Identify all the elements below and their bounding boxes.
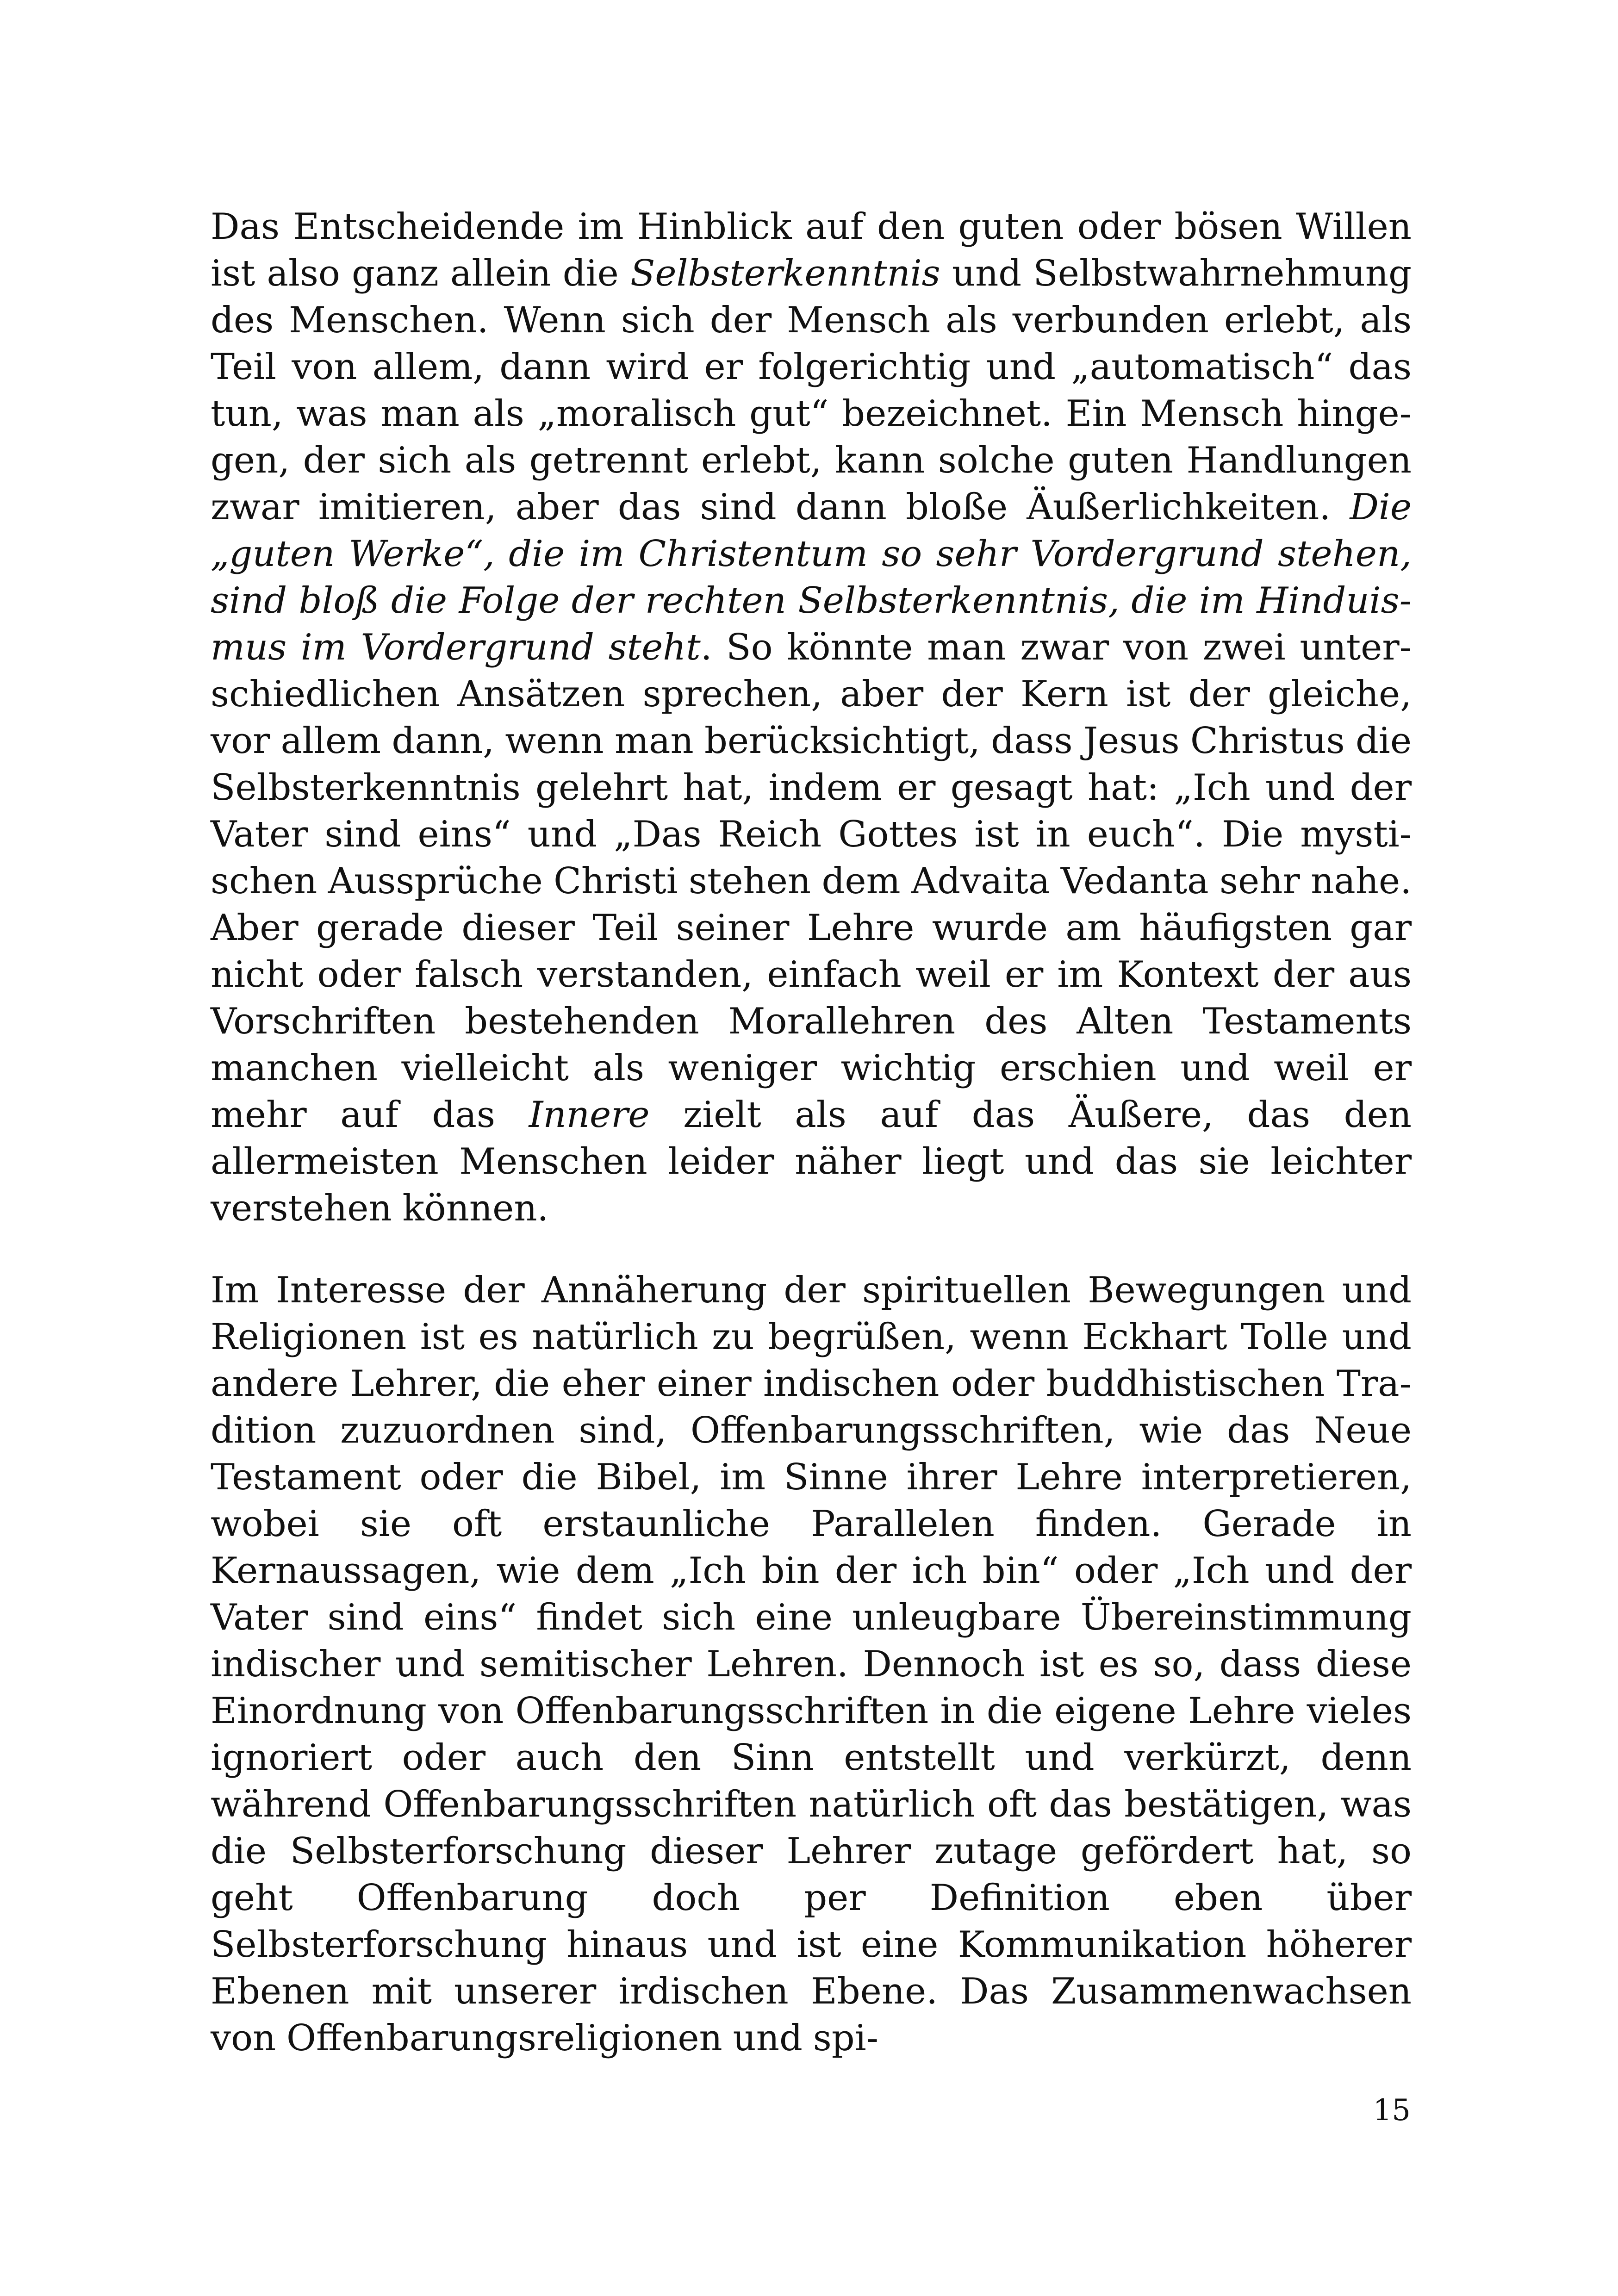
emphasis-innere: Innere <box>529 1094 650 1136</box>
page-number: 15 <box>1373 2093 1411 2128</box>
paragraph-1-text-a: Das Entscheidende im Hinblick auf den guten oder bösen Willen ist also ganz allein die <box>211 206 1412 294</box>
page-body <box>211 204 1412 2062</box>
paragraph-1-text-c: . So könnte man zwar von zwei unterschiedlichen Ansätzen sprechen, aber der Kern ist der gleiche, vor allem dann, wenn man berücksichtigt, dass Jesus Christus die Selbsterkenntnis gelehrt hat, indem er gesagt hat: „Ich und der Vater sind eins“ und „Das Reich Gottes ist in euch“. Die mystischen Aussprüche Christi stehen dem Advaita Vedanta sehr nahe. Aber gerade dieser Teil seiner Lehre wurde am häufigsten gar nicht oder falsch verstanden, einfach weil er im Kontext der aus Vorschriften bestehenden Morallehren des Alten Testaments manchen vielleicht als weniger wichtig erschien und weil er mehr auf das <box>211 627 1412 1136</box>
emphasis-selbsterkenntnis: Selbsterkenntnis <box>630 253 940 294</box>
paragraph-1 <box>211 204 1412 1232</box>
paragraph-1-text-d: zielt als auf das Äußere, das den allermeisten Menschen leider näher liegt und das sie leichter verstehen können. <box>211 1094 1412 1229</box>
paragraph-1-text-b: und Selbstwahrnehmung des Menschen. Wenn sich der Mensch als verbunden erlebt, als Teil von allem, dann wird er folgerichtig und „automatisch“ das tun, was man als „moralisch gut“ bezeichnet. Ein Mensch hingegen, der sich als getrennt erlebt, kann solche guten Handlungen zwar imitieren, aber das sind dann bloße Äußerlichkeiten. <box>211 253 1412 528</box>
paragraph-2: Im Interesse der Annäherung der spirituellen Bewegungen und Religionen ist es natürlich zu begrüßen, wenn Eckhart Tolle und andere Lehrer, die eher einer indischen oder buddhistischen Tradition zuzuordnen sind, Offenbarungsschriften, wie das Neue Testament oder die Bibel, im Sinne ihrer Lehre interpretieren, wobei sie oft erstaunliche Parallelen finden. Gerade in Kernaussagen, wie dem „Ich bin der ich bin“ oder „Ich und der Vater sind eins“ findet sich eine unleugbare Übereinstimmung indischer und semitischer Lehren. Dennoch ist es so, dass diese Einordnung von Offenbarungsschriften in die eigene Lehre vieles ignoriert oder auch den Sinn entstellt und verkürzt, denn während Offenbarungsschriften natürlich oft das bestätigen, was die Selbsterforschung dieser Lehrer zutage gefördert hat, so geht Offenbarung doch per Definition eben über Selbsterforschung hinaus und ist eine Kommunikation höherer Ebenen mit unserer irdischen Ebene. Das Zusammenwachsen von Offenbarungsreligionen und spi- <box>211 1269 1412 2059</box>
emphasis-gute-werke: Die „guten Werke“, die im Christentum so sehr Vordergrund stehen, sind bloß die Folge der rechten Selbsterkenntnis, die im Hinduismus im Vordergrund steht <box>211 486 1412 668</box>
